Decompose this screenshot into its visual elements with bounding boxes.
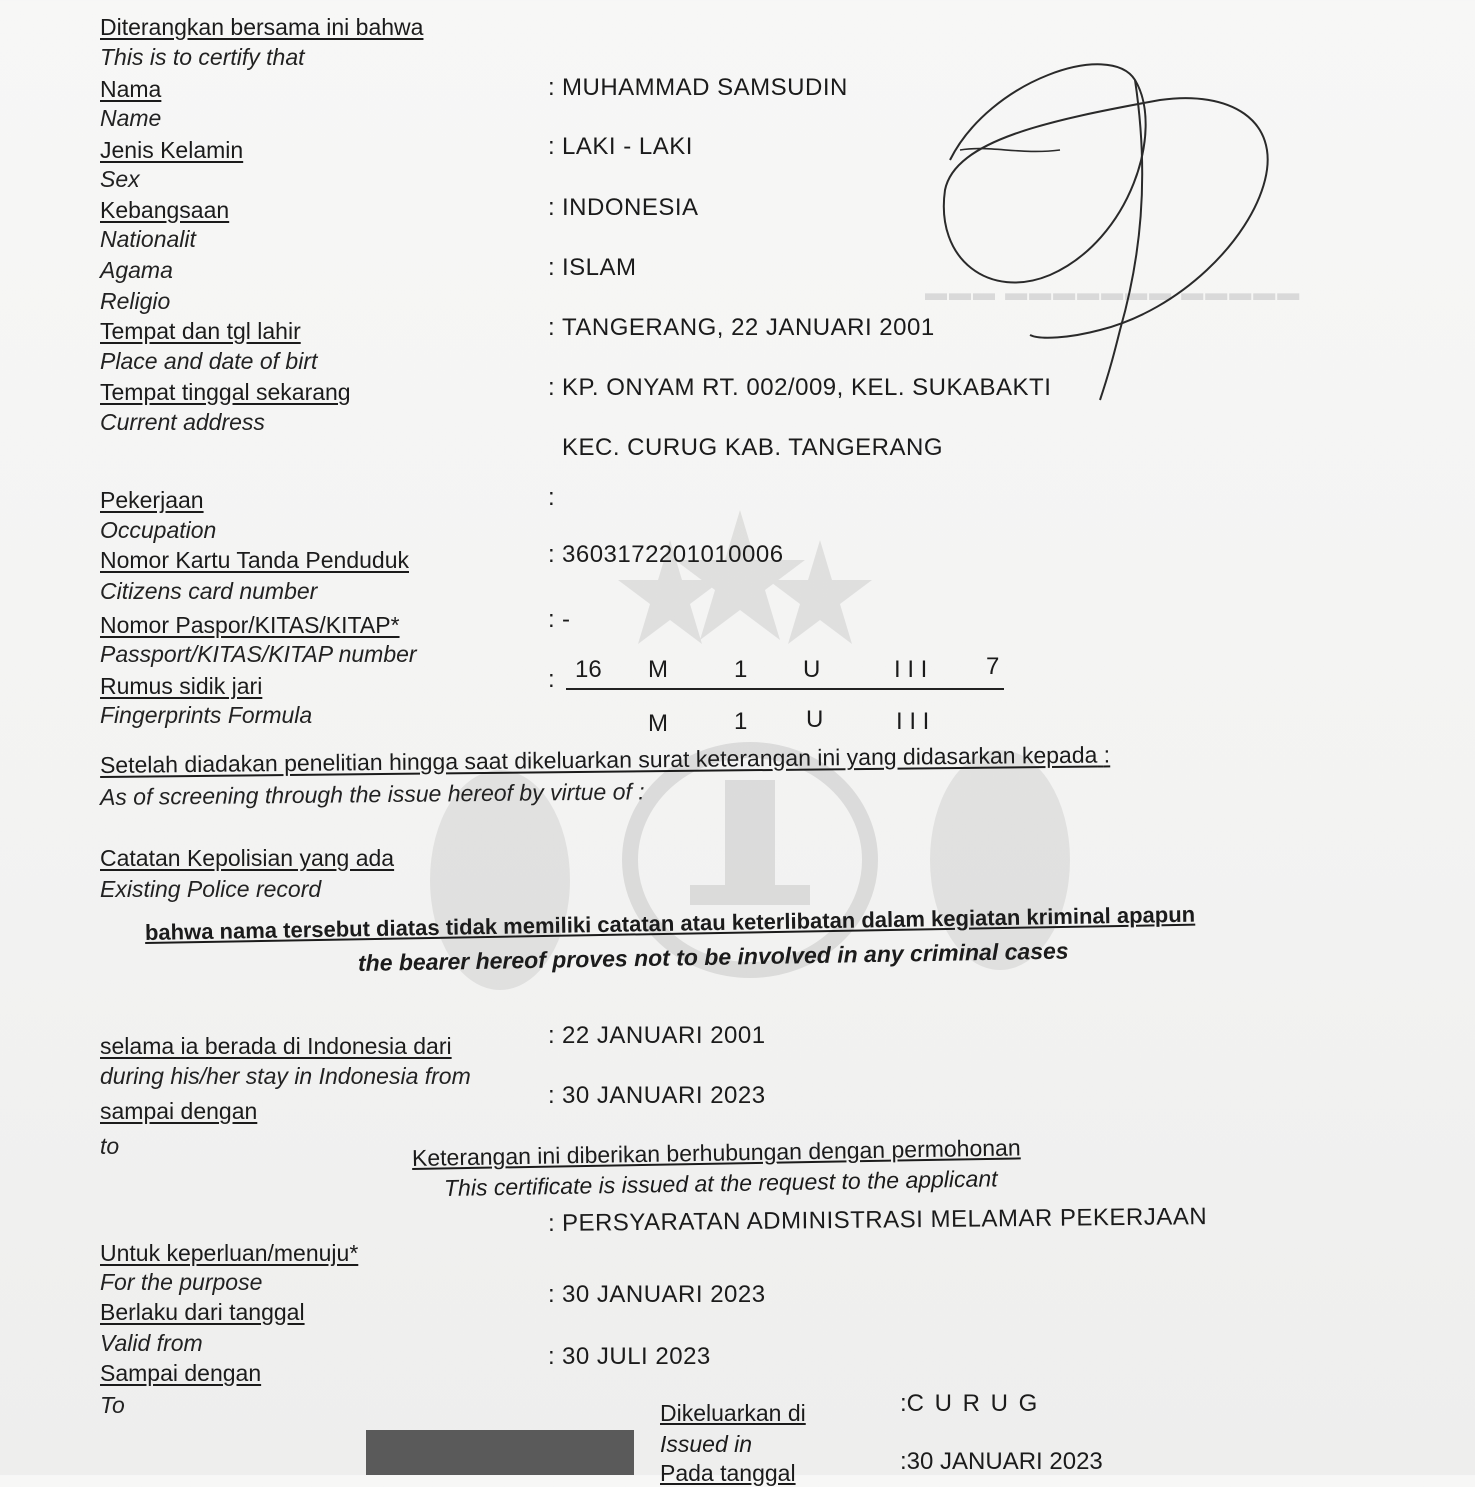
ktp-value: : 3603172201010006 xyxy=(548,541,784,568)
valid-to-label: Sampai dengan xyxy=(100,1360,262,1386)
statement-text-en: the bearer hereof proves not to be involved in any criminal cases xyxy=(357,937,1069,976)
fp-top-4: U xyxy=(803,656,821,683)
religion-label-en: Religio xyxy=(100,288,171,314)
name-value: : MUHAMMAD SAMSUDIN xyxy=(548,74,848,101)
fp-bottom-4: I I I xyxy=(896,708,930,735)
religion-label: Agama xyxy=(100,257,173,283)
request-label: Keterangan ini diberikan berhubungan dengan permohonan xyxy=(411,1134,1021,1171)
address-label-en: Current address xyxy=(100,409,265,435)
photo-stamp-area xyxy=(366,1430,634,1475)
screening-label: Setelah diadakan penelitian hingga saat dikeluarkan surat keterangan ini yang didasarkan kepada : xyxy=(99,741,1111,778)
fp-top-3: 1 xyxy=(734,656,748,683)
occupation-label: Pekerjaan xyxy=(100,487,204,513)
nationality-label: Kebangsaan xyxy=(100,197,230,223)
ktp-label: Nomor Kartu Tanda Penduduk xyxy=(100,547,409,573)
fingerprint-colon: : xyxy=(548,666,556,693)
issued-in-label-en: Issued in xyxy=(660,1431,753,1457)
fp-divider xyxy=(566,688,1004,690)
fingerprint-label-en: Fingerprints Formula xyxy=(100,702,313,728)
faint-background-text: ▬▬▬ ▬▬▬▬▬▬▬ ▬▬▬▬▬ xyxy=(925,280,1302,305)
police-record-label: Catatan Kepolisian yang ada xyxy=(100,845,395,871)
issued-in-value: :C U R U G xyxy=(900,1390,1040,1417)
birth-label: Tempat dan tgl lahir xyxy=(100,318,301,344)
issued-date-value: :30 JANUARI 2023 xyxy=(900,1448,1103,1475)
stay-to-label: sampai dengan xyxy=(100,1098,258,1124)
passport-value: : - xyxy=(548,606,571,633)
ktp-label-en: Citizens card number xyxy=(100,578,318,604)
header-label: Diterangkan bersama ini bahwa xyxy=(100,14,424,40)
fp-top-1: 16 xyxy=(575,656,602,683)
valid-from-value: : 30 JANUARI 2023 xyxy=(548,1281,766,1308)
address-value: : KP. ONYAM RT. 002/009, KEL. SUKABAKTI xyxy=(548,374,1052,401)
fp-top-2: M xyxy=(648,656,668,683)
fp-bottom-3: U xyxy=(806,706,824,733)
valid-from-label-en: Valid from xyxy=(100,1330,203,1356)
stay-to-label-en: to xyxy=(100,1133,120,1159)
stay-from-value: : 22 JANUARI 2001 xyxy=(548,1022,766,1049)
occupation-label-en: Occupation xyxy=(100,517,217,543)
purpose-label: Untuk keperluan/menuju* xyxy=(100,1240,359,1266)
birth-label-en: Place and date of birt xyxy=(100,348,318,374)
sex-label: Jenis Kelamin xyxy=(100,137,244,163)
statement-text: bahwa nama tersebut diatas tidak memiliki catatan atau keterlibatan dalam kegiatan kriminal apapun xyxy=(144,901,1196,945)
purpose-value: : PERSYARATAN ADMINISTRASI MELAMAR PEKERJAAN xyxy=(547,1203,1208,1237)
handwritten-signature xyxy=(930,40,1290,420)
religion-value: : ISLAM xyxy=(548,254,637,281)
name-label: Nama xyxy=(100,76,162,102)
birth-value: : TANGERANG, 22 JANUARI 2001 xyxy=(548,314,935,341)
fp-top-6: 7 xyxy=(986,653,1000,680)
header-label-en: This is to certify that xyxy=(100,44,305,70)
nationality-label-en: Nationalit xyxy=(100,226,196,252)
stay-to-value: : 30 JANUARI 2023 xyxy=(548,1082,766,1109)
issued-in-label: Dikeluarkan di xyxy=(660,1400,806,1426)
sex-value: : LAKI - LAKI xyxy=(548,133,693,160)
sex-label-en: Sex xyxy=(100,166,140,192)
request-label-en: This certificate is issued at the request to the applicant xyxy=(443,1165,998,1201)
fp-bottom-2: 1 xyxy=(734,708,748,735)
fingerprint-label: Rumus sidik jari xyxy=(100,673,263,699)
address-label: Tempat tinggal sekarang xyxy=(100,379,351,405)
nationality-value: : INDONESIA xyxy=(548,194,699,221)
stay-from-label-en: during his/her stay in Indonesia from xyxy=(100,1063,471,1089)
occupation-value: : xyxy=(548,484,556,511)
purpose-label-en: For the purpose xyxy=(100,1269,263,1295)
screening-label-en: As of screening through the issue hereof by virtue of : xyxy=(99,778,645,810)
address-value-line2: KEC. CURUG KAB. TANGERANG xyxy=(562,434,944,461)
valid-to-label-en: To xyxy=(100,1392,125,1418)
stay-from-label: selama ia berada di Indonesia dari xyxy=(100,1033,452,1059)
fp-top-5: I I I xyxy=(894,656,928,683)
valid-from-label: Berlaku dari tanggal xyxy=(100,1299,305,1325)
valid-to-value: : 30 JULI 2023 xyxy=(548,1343,711,1370)
police-record-label-en: Existing Police record xyxy=(100,876,322,902)
name-label-en: Name xyxy=(100,105,162,131)
issued-date-label: Pada tanggal xyxy=(660,1460,796,1486)
passport-label-en: Passport/KITAS/KITAP number xyxy=(100,641,417,667)
passport-label: Nomor Paspor/KITAS/KITAP* xyxy=(100,612,400,638)
fp-bottom-1: M xyxy=(648,710,668,737)
